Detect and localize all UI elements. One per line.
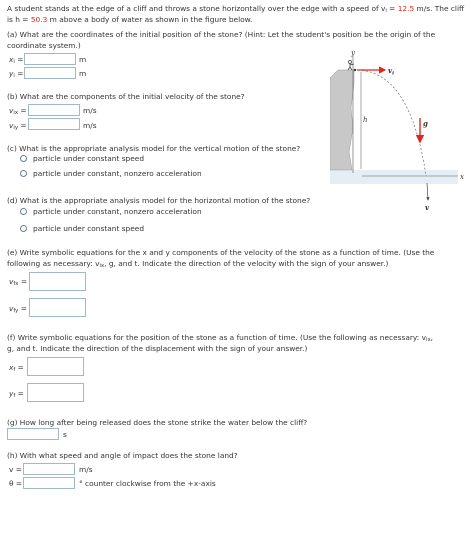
xi-input[interactable]	[24, 53, 76, 65]
impact-speed-input[interactable]	[23, 463, 75, 475]
vfx-input[interactable]	[29, 272, 86, 291]
yi-label: yi =	[9, 69, 24, 79]
vfx-label: vfx =	[9, 277, 28, 287]
part-f-question-cont: g, and t. Indicate the direction of the displacement with the sign of your answer.)	[7, 344, 308, 353]
cliff-projectile-figure	[330, 48, 470, 218]
part-c-option-1-label[interactable]: particle under constant speed	[33, 154, 145, 163]
yi-input[interactable]	[24, 67, 76, 79]
g-label: g	[423, 119, 428, 128]
impact-angle-unit: ° counter clockwise from the +x-axis	[79, 479, 216, 488]
part-h-question: (h) With what speed and angle of impact does the stone land?	[7, 451, 238, 460]
part-a-question-cont: coordinate system.)	[7, 41, 81, 50]
part-a-question: (a) What are the coordinates of the initial position of the stone? (Hint: Let the student's position be the origin of the	[7, 30, 436, 39]
part-d-option-1-label[interactable]: particle under constant, nonzero acceleration	[33, 207, 202, 216]
final-velocity-arrow	[427, 183, 428, 200]
water-surface	[330, 170, 458, 184]
stone	[354, 69, 356, 71]
part-d-question: (d) What is the appropriate analysis model for the horizontal motion of the stone?	[7, 196, 311, 205]
impact-speed-unit: m/s	[79, 465, 93, 474]
xf-label: xf =	[9, 363, 24, 373]
part-b-question: (b) What are the components of the initial velocity of the stone?	[7, 92, 245, 101]
impact-angle-label: θ =	[9, 479, 23, 488]
yi-unit: m	[79, 69, 87, 78]
xi-unit: m	[79, 55, 87, 64]
viy-label: viy =	[9, 121, 27, 131]
h-label: h	[363, 116, 368, 124]
part-c-option-2-radio[interactable]	[20, 170, 27, 177]
time-unit: s	[63, 430, 67, 439]
xf-input[interactable]	[27, 357, 84, 376]
vfy-label: vfy =	[9, 304, 27, 314]
speed-value: 12.5	[397, 4, 415, 13]
part-f-question: (f) Write symbolic equations for the position of the stone as a function of time. (Use the following as necessary: vix,	[7, 333, 434, 343]
part-d-option-2-radio[interactable]	[20, 225, 27, 232]
cliff	[330, 70, 354, 170]
vfy-input[interactable]	[29, 298, 86, 317]
part-e-question-cont: following as necessary: vix, g, and t. Indicate the direction of the velocity with the sign of your answer.)	[7, 259, 389, 269]
xi-label: xi =	[9, 55, 24, 65]
part-d-option-2-label[interactable]: particle under constant speed	[33, 224, 145, 233]
time-input[interactable]	[7, 428, 59, 440]
height-value: 50.3	[30, 15, 48, 24]
problem-intro-line2: is h = 50.3 m above a body of water as shown in the figure below.	[7, 15, 253, 24]
part-g-question: (g) How long after being released does the stone strike the water below the cliff?	[7, 418, 308, 427]
part-c-option-1-radio[interactable]	[20, 155, 27, 162]
vix-label: vix =	[9, 106, 27, 116]
vix-unit: m/s	[83, 106, 97, 115]
part-d-option-1-radio[interactable]	[20, 208, 27, 215]
y-axis-label: y	[351, 49, 355, 57]
impact-angle-input[interactable]	[23, 477, 75, 489]
part-c-question: (c) What is the appropriate analysis model for the vertical motion of the stone?	[7, 144, 301, 153]
yf-label: yf =	[9, 389, 24, 399]
v-label: v	[425, 203, 430, 212]
x-axis-label: x	[460, 173, 464, 181]
viy-unit: m/s	[83, 121, 97, 130]
problem-intro-line1: A student stands at the edge of a cliff and throws a stone horizontally over the edge with a speed of vi = 12.5 m/s. The cliff	[7, 4, 465, 14]
yf-input[interactable]	[27, 383, 84, 402]
vix-input[interactable]	[28, 104, 80, 116]
vi-label: $v_i$	[388, 66, 394, 77]
part-c-option-2-label[interactable]: particle under constant, nonzero acceleration	[33, 169, 202, 178]
impact-speed-label: v =	[9, 465, 22, 474]
part-e-question: (e) Write symbolic equations for the x and y components of the velocity of the stone as a function of time. (Use the	[7, 248, 435, 257]
viy-input[interactable]	[28, 118, 80, 130]
